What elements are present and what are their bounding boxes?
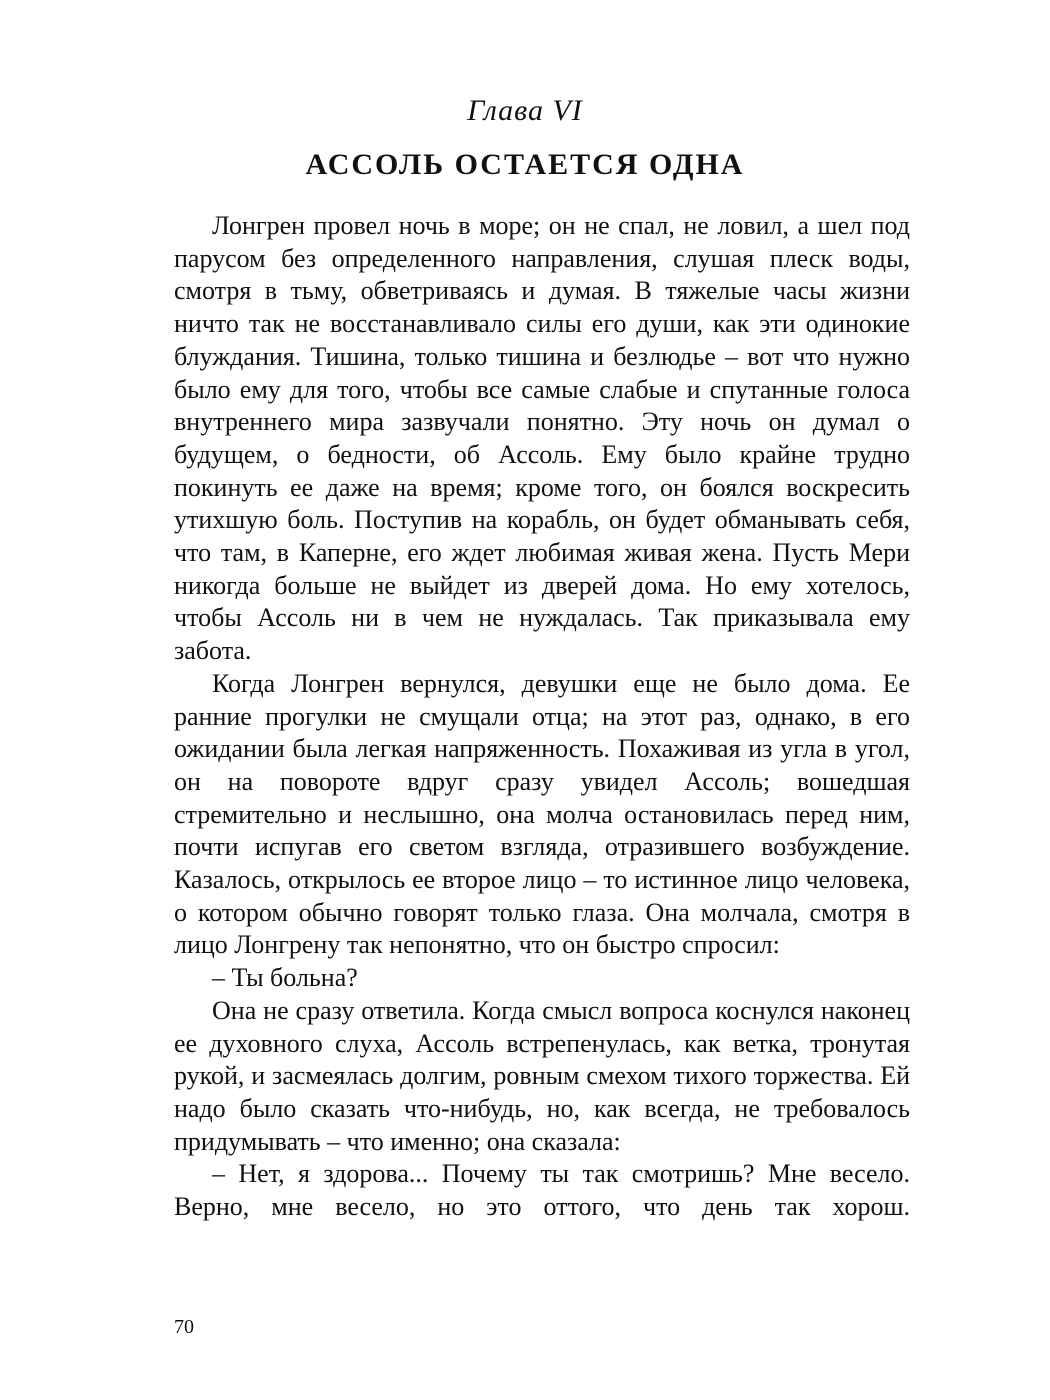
chapter-title: АССОЛЬ ОСТАЕТСЯ ОДНА	[305, 148, 745, 181]
page-number: 70	[174, 1316, 194, 1338]
paragraph: Когда Лонгрен вернулся, девушки еще не было дома. Ее ранние прогулки не смущали отца; на этот раз, однако, в его ожидании была легкая напряженность. Похаживая из угла в угол, он на повороте вдруг сразу увидел Ассоль; вошедшая стремительно и неслышно, она молча остановилась перед ним, почти испугав его светом взгляда, отразившего возбуждение. Казалось, открылось ее второе лицо – то истинное лицо человека, о котором обычно говорят только глаза. Она молчала, смотря в лицо Лонгрену так непонятно, что он быстро спросил:	[174, 668, 910, 960]
chapter-number: Глава VI	[467, 94, 583, 127]
paragraph: – Ты больна?	[212, 963, 358, 993]
paragraph: Лонгрен провел ночь в море; он не спал, не ловил, а шел под парусом без определенного направления, слушая плеск воды, смотря в тьму, обветриваясь и думая. В тяжелые часы жизни ничто так не восстанавливало силы его души, как эти одинокие блуждания. Тишина, только тишина и безлюдье – вот что нужно было ему для того, чтобы все самые слабые и спутанные голоса внутреннего мира зазвучали понятно. Эту ночь он думал о будущем, о бедности, об Ассоль. Ему было крайне трудно покинуть ее даже на время; кроме того, он боялся воскресить утихшую боль. Поступив на корабль, он будет обманывать себя, что там, в Каперне, его ждет любимая живая жена. Пусть Мери никогда больше не выйдет из дверей дома. Но ему хотелось, чтобы Ассоль ни в чем не нуждалась. Так приказывала ему забота.	[174, 211, 910, 666]
paragraph: Она не сразу ответила. Когда смысл вопроса коснулся наконец ее духовного слуха, Ассоль встрепенулась, как ветка, тронутая рукой, и засмеялась долгим, ровным смехом тихого торжества. Ей надо было сказать что-нибудь, но, как всегда, не требовалось придумывать – что именно; она сказала:	[174, 995, 910, 1156]
paragraph: – Нет, я здорова... Почему ты так смотришь? Мне весело. Верно, мне весело, но это оттого, что день так хорош.	[174, 1159, 910, 1222]
body-text	[174, 210, 910, 1224]
